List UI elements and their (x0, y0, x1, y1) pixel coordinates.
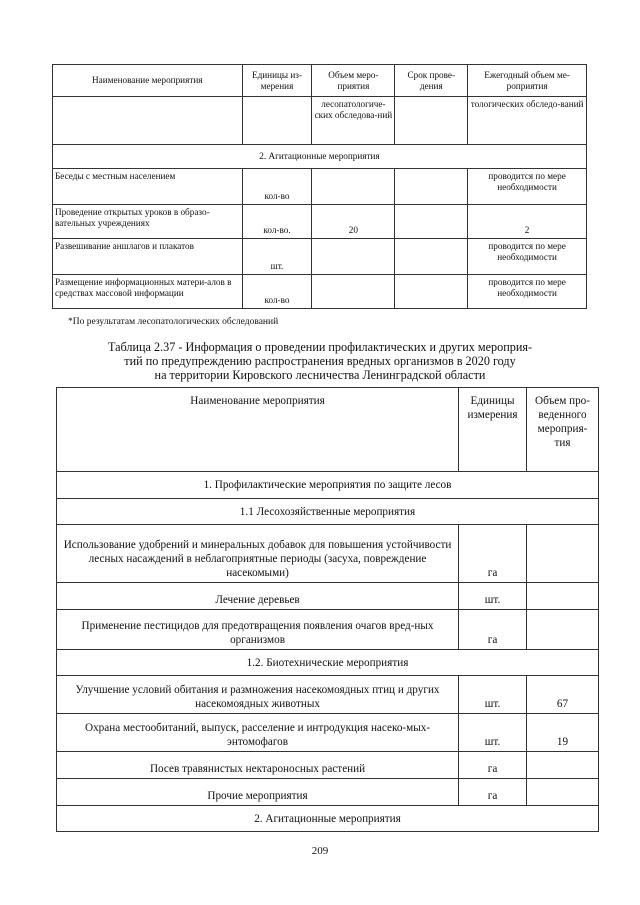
table-row (57, 779, 599, 806)
header-unit: Единицы измерения (459, 388, 527, 472)
table-row (57, 525, 599, 583)
table-caption-line1: Таблица 2.37 - Информация о проведении профилактических и других мероприя- (107, 340, 533, 354)
section-preventive: 1. Профилактические мероприятия по защите лесов (57, 472, 599, 499)
cell-name: Лечение деревьев (57, 583, 459, 610)
section-row (57, 806, 599, 832)
cell-volume: лесопатологиче-ских обследова-ний (312, 97, 395, 145)
cell-annual: проводится по мере необходимости (468, 239, 587, 275)
cell-value (527, 583, 599, 610)
section-agitation: 2. Агитационные мероприятия (53, 145, 587, 169)
table-row (53, 239, 587, 275)
table-header-row (57, 388, 599, 472)
cell-name: Применение пестицидов для предотвращения появления очагов вред-ных организмов (57, 610, 459, 650)
cell-name: Улучшение условий обитания и размножения насекомоядных птиц и других насекомоядных животных (57, 676, 459, 714)
table-row (57, 583, 599, 610)
activities-table-continued (52, 64, 587, 309)
cell-unit: кол-во. (242, 205, 312, 239)
header-name: Наименование мероприятия (57, 388, 459, 472)
section-row (57, 499, 599, 525)
table-row (53, 169, 587, 205)
section-row (53, 145, 587, 169)
header-name: Наименование мероприятия (53, 65, 243, 97)
cell-value (527, 752, 599, 779)
table-row (53, 205, 587, 239)
cell-annual: тологических обследо-ваний (468, 97, 587, 145)
cell-value: 19 (527, 714, 599, 752)
cell-value: 67 (527, 676, 599, 714)
header-unit: Единицы из-мерения (242, 65, 312, 97)
cell-unit: га (459, 779, 527, 806)
cell-unit: кол-во (242, 169, 312, 205)
table-row (57, 610, 599, 650)
cell-unit: га (459, 525, 527, 583)
table-row (57, 676, 599, 714)
preventive-measures-table (56, 387, 599, 832)
cell-name: Беседы с местным населением (53, 169, 243, 205)
cell-name: Прочие мероприятия (57, 779, 459, 806)
subsection-forestry: 1.1 Лесохозяйственные мероприятия (57, 499, 599, 525)
cell-value (527, 779, 599, 806)
cell-annual: 2 (468, 205, 587, 239)
table-row (53, 275, 587, 309)
cell-unit: кол-во (242, 275, 312, 309)
cell-unit: шт. (242, 239, 312, 275)
section-row (57, 650, 599, 676)
cell-name: Размещение информационных матери-алов в средствах массовой информации (53, 275, 243, 309)
header-annual: Ежегодный объем ме-роприятия (468, 65, 587, 97)
cell-volume: 20 (312, 205, 395, 239)
cell-annual: проводится по мере необходимости (468, 275, 587, 309)
footnote: *По результатам лесопатологических обследований (68, 317, 279, 327)
table-caption-line2: тий по предупреждению распространения вредных организмов в 2020 году (124, 354, 516, 368)
header-volume: Объем про-веденного мероприя-тия (527, 388, 599, 472)
cell-name: Проведение открытых уроков в образо-вательных учреждениях (53, 205, 243, 239)
table-caption-line3: на территории Кировского лесничества Ленинградской области (154, 368, 486, 382)
cell-value (527, 610, 599, 650)
cell-name: Использование удобрений и минеральных добавок для повышения устойчивости лесных насаждений в неблагоприятные периоды (засуха, повреждение насекомыми) (57, 525, 459, 583)
table-header-row (53, 65, 587, 97)
cell-name: Посев травянистых нектароносных растений (57, 752, 459, 779)
cell-unit: шт. (459, 714, 527, 752)
cell-unit: га (459, 610, 527, 650)
cell-value (527, 525, 599, 583)
table-row (53, 97, 587, 145)
header-volume: Объем меро-приятия (312, 65, 395, 97)
cell-name: Охрана местообитаний, выпуск, расселение и интродукция насеко-мых-энтомофагов (57, 714, 459, 752)
header-term: Срок прове-дения (395, 65, 468, 97)
cell-name: Развешивание аншлагов и плакатов (53, 239, 243, 275)
table-row (57, 714, 599, 752)
cell-annual: проводится по мере необходимости (468, 169, 587, 205)
subsection-biotechnical: 1.2. Биотехнические мероприятия (57, 650, 599, 676)
cell-unit: шт. (459, 583, 527, 610)
section-row (57, 472, 599, 499)
cell-unit: шт. (459, 676, 527, 714)
page-number: 209 (311, 845, 329, 857)
table-row (57, 752, 599, 779)
cell-unit: га (459, 752, 527, 779)
section-agitation: 2. Агитационные мероприятия (57, 806, 599, 832)
